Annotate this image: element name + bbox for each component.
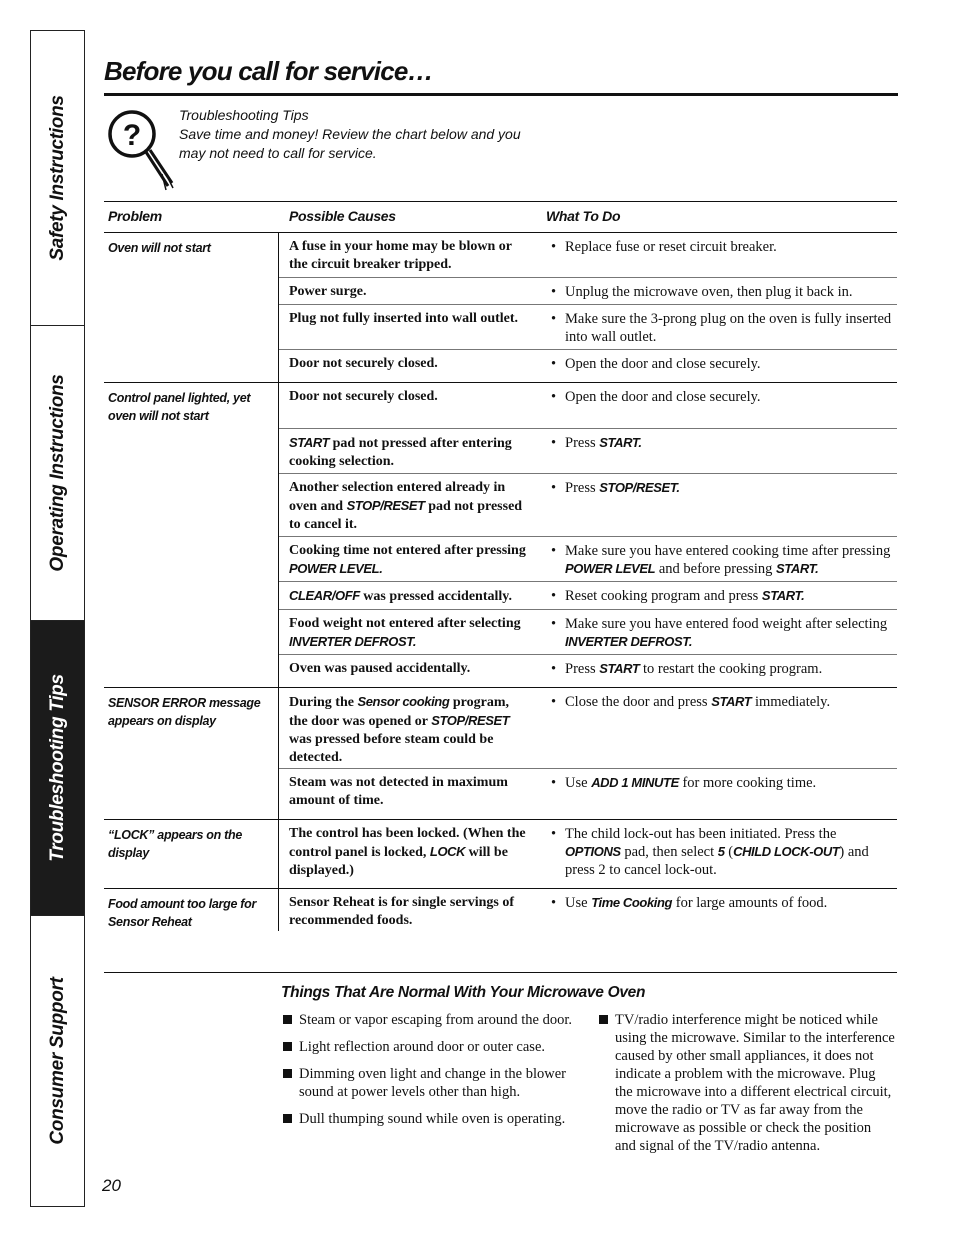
todo-cell: • Open the door and close securely. <box>551 356 761 372</box>
header-possible-causes: Possible Causes <box>289 208 396 224</box>
problem-label: Oven will not start <box>108 241 211 255</box>
table-row <box>279 474 897 537</box>
square-bullet-icon <box>283 1042 292 1051</box>
todo-cell: • Press START. <box>551 435 642 451</box>
normal-section-title: Things That Are Normal With Your Microwave Oven <box>281 984 646 1001</box>
table-row <box>279 233 897 278</box>
table-row <box>279 688 897 769</box>
list-item: TV/radio interference might be noticed while using the microwave. Similar to the interference caused by other small appliances, it does not indicate a problem with the microwave. Plug the microwave into a different electrical circuit, move the radio or TV as far away from the microwave as possible or check the position and signal of the TV/radio antenna. <box>597 1011 895 1155</box>
troubleshooting-table <box>104 201 897 931</box>
tips-line-1: Save time and money! Review the chart below and you <box>179 126 521 142</box>
cause-cell: Door not securely closed. <box>289 356 438 371</box>
problem-group <box>104 889 897 931</box>
cause-cell: The control has been locked. (When the control panel is locked, LOCK will be displayed.) <box>289 826 526 878</box>
page-number: 20 <box>102 1176 121 1195</box>
list-item: Dimming oven light and change in the blower sound at power levels other than high. <box>281 1065 581 1101</box>
tips-heading: Troubleshooting Tips <box>179 107 309 123</box>
problem-label: “LOCK” appears on the display <box>108 828 242 860</box>
problem-group <box>104 688 897 820</box>
problem-label: SENSOR ERROR message appears on display <box>108 696 261 728</box>
cause-cell: Steam was not detected in maximum amount of time. <box>289 775 508 808</box>
cause-cell: Cooking time not entered after pressing POWER LEVEL. <box>289 543 526 576</box>
problem-group <box>104 233 897 383</box>
cause-cell: Plug not fully inserted into wall outlet. <box>289 311 519 326</box>
normal-list-right <box>597 1011 895 1164</box>
table-row <box>279 350 897 382</box>
table-row <box>279 582 897 610</box>
title-divider <box>104 93 898 96</box>
section-divider <box>104 972 897 973</box>
table-row <box>279 383 897 429</box>
problem-group <box>104 383 897 688</box>
troubleshooting-tips-intro <box>179 106 559 163</box>
list-item: Steam or vapor escaping from around the door. <box>281 1011 581 1029</box>
table-row <box>279 278 897 305</box>
todo-cell: • Use ADD 1 MINUTE for more cooking time. <box>551 775 817 791</box>
table-row <box>279 429 897 474</box>
cause-cell: Power surge. <box>289 284 367 299</box>
table-row <box>279 610 897 655</box>
table-row <box>279 769 897 819</box>
header-problem: Problem <box>108 208 162 224</box>
table-header <box>104 201 897 233</box>
side-tabs <box>30 30 85 1207</box>
tips-line-2: may not need to call for service. <box>179 145 377 161</box>
table-row <box>279 820 897 888</box>
table-row <box>279 305 897 350</box>
tab-operating-instructions[interactable]: Operating Instructions <box>31 326 84 621</box>
todo-cell: • Open the door and close securely. <box>551 389 761 405</box>
table-row <box>279 655 897 687</box>
cause-cell: Oven was paused accidentally. <box>289 661 471 676</box>
todo-cell: • Press STOP/RESET. <box>551 480 680 496</box>
header-what-to-do: What To Do <box>546 208 621 224</box>
normal-list-left <box>281 1011 581 1137</box>
problem-label: Food amount too large for Sensor Reheat <box>108 897 257 929</box>
todo-cell: • Make sure you have entered food weight after selecting INVERTER DEFROST. <box>551 616 888 649</box>
todo-cell: • Use Time Cooking for large amounts of food. <box>551 895 828 911</box>
page-title: Before you call for service… <box>104 56 433 86</box>
todo-cell: • Unplug the microwave oven, then plug it back in. <box>551 284 853 300</box>
tab-safety-instructions[interactable]: Safety Instructions <box>31 31 84 326</box>
todo-cell: • Press START to restart the cooking program. <box>551 661 823 677</box>
square-bullet-icon <box>283 1015 292 1024</box>
tab-consumer-support[interactable]: Consumer Support <box>46 977 68 1145</box>
list-item: Light reflection around door or outer case. <box>281 1038 581 1056</box>
todo-cell: • Close the door and press START immediately. <box>551 694 831 710</box>
cause-cell: Sensor Reheat is for single servings of recommended foods. <box>289 895 515 928</box>
cause-cell: Another selection entered already in oven and STOP/RESET pad not pressed to cancel it. <box>289 480 523 532</box>
cause-cell: Door not securely closed. <box>289 389 438 404</box>
square-bullet-icon <box>599 1015 608 1024</box>
cause-cell: START pad not pressed after entering cooking selection. <box>289 435 512 469</box>
square-bullet-icon <box>283 1114 292 1123</box>
tab-troubleshooting-tips[interactable]: Troubleshooting Tips <box>31 621 84 916</box>
todo-cell: • The child lock-out has been initiated. Press the OPTIONS pad, then select 5 (CHILD LOCK-OUT) and press 2 to cancel lock-out. <box>551 826 869 878</box>
todo-cell: • Make sure you have entered cooking time after pressing POWER LEVEL and before pressing START. <box>551 543 891 577</box>
todo-cell: • Make sure the 3-prong plug on the oven is fully inserted into wall outlet. <box>551 311 892 345</box>
problem-group <box>104 820 897 889</box>
square-bullet-icon <box>283 1069 292 1078</box>
todo-cell: • Reset cooking program and press START. <box>551 588 805 604</box>
cause-cell: Food weight not entered after selecting INVERTER DEFROST. <box>289 616 521 649</box>
cause-cell: A fuse in your home may be blown or the circuit breaker tripped. <box>289 239 512 272</box>
list-item: Dull thumping sound while oven is operating. <box>281 1110 581 1128</box>
problem-label: Control panel lighted, yet oven will not start <box>108 391 251 423</box>
table-row <box>279 537 897 582</box>
svg-text:?: ? <box>122 119 142 152</box>
table-row <box>279 889 897 931</box>
todo-cell: • Replace fuse or reset circuit breaker. <box>551 239 777 255</box>
question-magnifier-icon <box>106 108 178 194</box>
cause-cell: During the Sensor cooking program, the door was opened or STOP/RESET was pressed before steam could be detected. <box>289 694 510 765</box>
cause-cell: CLEAR/OFF was pressed accidentally. <box>289 588 512 604</box>
